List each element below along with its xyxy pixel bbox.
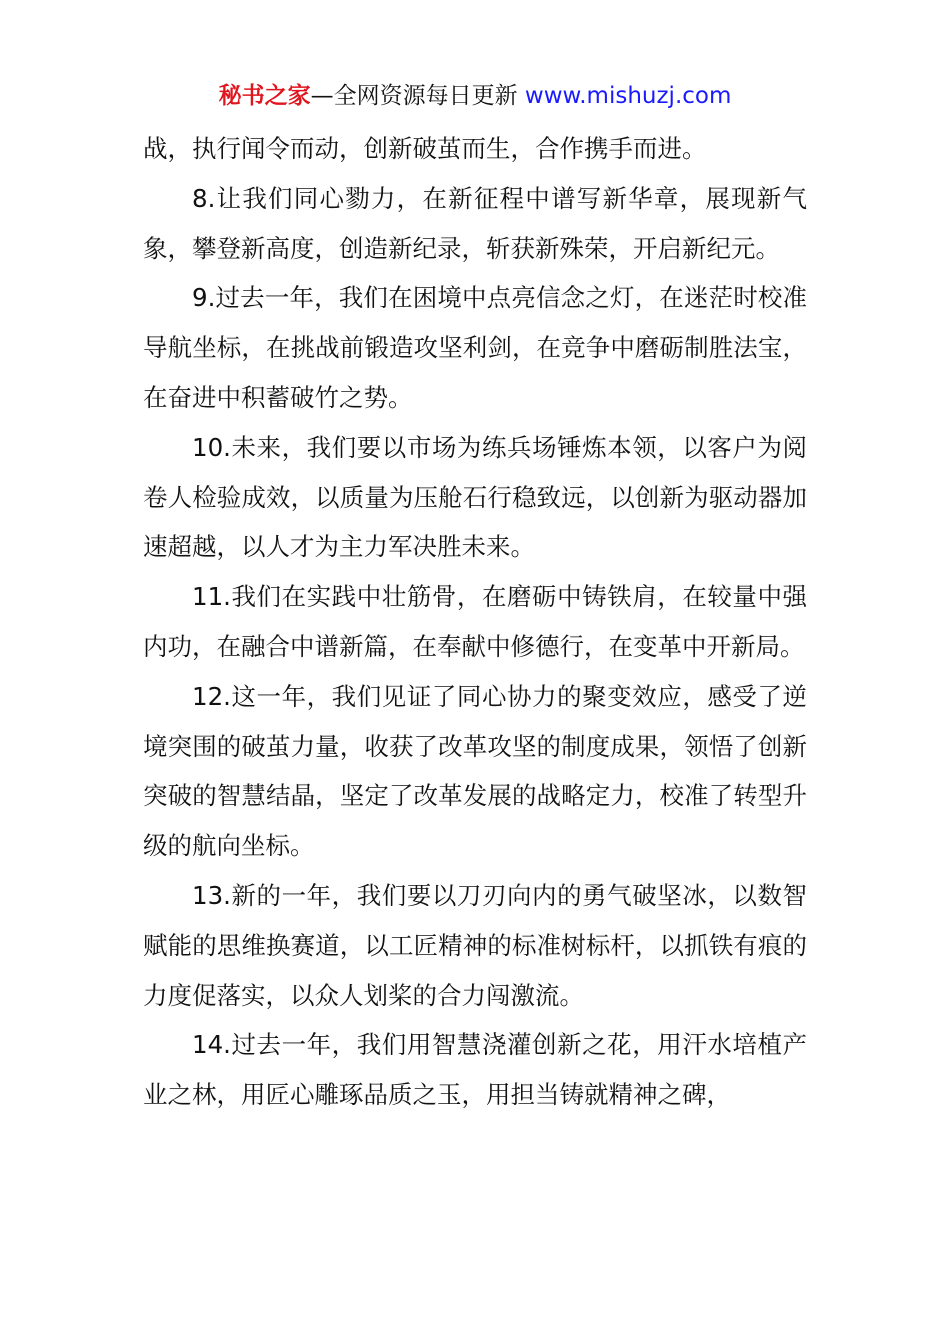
paragraph-13: 13.新的一年，我们要以刀刃向内的勇气破坚冰，以数智赋能的思维换赛道，以工匠精神的标准树标杆，以抓铁有痕的力度促落实，以众人划桨的合力闯激流。 (143, 880, 807, 1010)
site-url-link[interactable]: www.mishuzj.com (524, 83, 732, 109)
brand-name: 秘书之家 (218, 83, 311, 109)
document-body (143, 124, 807, 1120)
page-header (0, 80, 950, 112)
paragraph-8: 8.让我们同心勠力，在新征程中谱写新华章，展现新气象，攀登新高度，创造新纪录，斩获新殊荣，开启新纪元。 (143, 183, 807, 263)
paragraph-continued: 战，执行闻令而动，创新破茧而生，合作携手而进。 (143, 134, 707, 163)
paragraph-14: 14.过去一年，我们用智慧浇灌创新之花，用汗水培植产业之林，用匠心雕琢品质之玉，用担当铸就精神之碑， (143, 1030, 807, 1110)
header-tagline: —全网资源每日更新 (310, 83, 525, 109)
paragraph-12: 12.这一年，我们见证了同心协力的聚变效应，感受了逆境突围的破茧力量，收获了改革攻坚的制度成果，领悟了创新突破的智慧结晶，坚定了改革发展的战略定力，校准了转型升级的航向坐标。 (143, 681, 807, 861)
paragraph-10: 10.未来，我们要以市场为练兵场锤炼本领，以客户为阅卷人检验成效，以质量为压舱石行稳致远，以创新为驱动器加速超越，以人才为主力军决胜未来。 (143, 432, 807, 562)
paragraph-9: 9.过去一年，我们在困境中点亮信念之灯，在迷茫时校准导航坐标，在挑战前锻造攻坚利剑，在竞争中磨砺制胜法宝，在奋进中积蓄破竹之势。 (143, 283, 807, 412)
paragraph-11: 11.我们在实践中壮筋骨，在磨砺中铸铁肩，在较量中强内功，在融合中谱新篇，在奉献中修德行，在变革中开新局。 (143, 582, 807, 661)
